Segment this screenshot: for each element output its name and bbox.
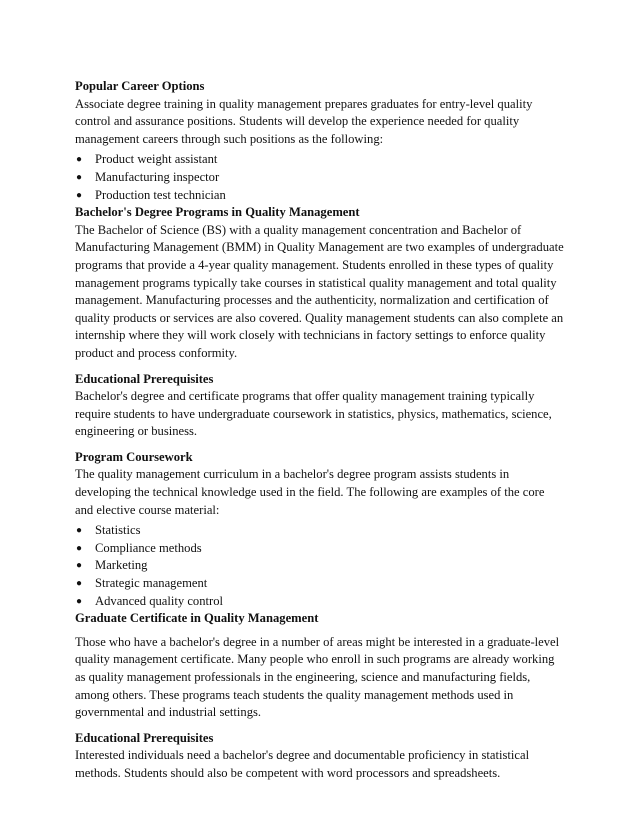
- list-item: ● Strategic management: [75, 575, 565, 593]
- section-paragraph: Those who have a bachelor's degree in a number of areas might be interested in a graduate-level quality management certificate. Many people who enroll in such programs are already working as quality management professionals in the engineering, science and manufacturing fields, among others. These programs teach students the quality management methods used in governmental and industrial settings.: [75, 634, 560, 720]
- section-paragraph: The Bachelor of Science (BS) with a quality management concentration and Bachelor of Manufacturing Management (BMM) in Quality Management are two examples of undergraduate programs that provide a 4-year quality management. Students enrolled in these types of quality management programs typically take courses in statistical quality management and total quality management. Manufacturing processes and the authenticity, normalization and certification of quality products or services are also covered. Quality management students can also complete an internship where they will work closely with technicians in factory settings to enforce quality product and process conformity.: [75, 222, 564, 360]
- list-item: ● Advanced quality control: [75, 593, 565, 611]
- bullet-icon: ●: [76, 560, 83, 572]
- list-item: ● Marketing: [75, 557, 565, 575]
- section-paragraph: Bachelor's degree and certificate programs that offer quality management training typically require students to have undergraduate coursework in statistics, physics, mathematics, science, engineering or business.: [75, 389, 552, 439]
- section-paragraph: Interested individuals need a bachelor's degree and documentable proficiency in statistical methods. Students should also be competent with word processors and spreadsheets.: [75, 748, 530, 780]
- bullet-icon: ●: [76, 189, 83, 201]
- bullet-icon: ●: [76, 542, 83, 554]
- bullet-list: [75, 522, 565, 610]
- list-item: ● Product weight assistant: [75, 151, 565, 169]
- section-heading: Educational Prerequisites: [75, 371, 214, 386]
- section-educational-prerequisites: [75, 371, 565, 441]
- bullet-icon: ●: [76, 595, 83, 607]
- section-bachelors-degree-programs: [75, 204, 565, 362]
- section-program-coursework: [75, 449, 565, 610]
- section-heading: Graduate Certificate in Quality Management: [75, 611, 319, 626]
- section-graduate-certificate: [75, 610, 565, 722]
- section-heading: Popular Career Options: [75, 79, 205, 93]
- bullet-icon: ●: [76, 525, 83, 537]
- section-educational-prerequisites-graduate: [75, 730, 565, 783]
- list-item: ● Manufacturing inspector: [75, 169, 565, 187]
- section-paragraph: The quality management curriculum in a bachelor's degree program assists students in developing the technical knowledge used in the field. The following are examples of the core and elective course material:: [75, 467, 545, 517]
- section-heading: Bachelor's Degree Programs in Quality Management: [75, 205, 360, 220]
- list-item: ● Compliance methods: [75, 540, 565, 558]
- bullet-icon: ●: [76, 171, 83, 183]
- list-item: ● Production test technician: [75, 187, 565, 205]
- section-paragraph: Associate degree training in quality management prepares graduates for entry-level quality control and assurance positions. Students will develop the experience needed for quality management careers through such positions as the following:: [75, 96, 533, 146]
- section-popular-career-options: [75, 78, 565, 204]
- bullet-icon: ●: [76, 578, 83, 590]
- bullet-list: [75, 151, 565, 204]
- section-heading: Program Coursework: [75, 449, 193, 464]
- list-item: ● Statistics: [75, 522, 565, 540]
- bullet-icon: ●: [76, 154, 83, 166]
- section-heading: Educational Prerequisites: [75, 730, 214, 745]
- document-page: [75, 78, 565, 783]
